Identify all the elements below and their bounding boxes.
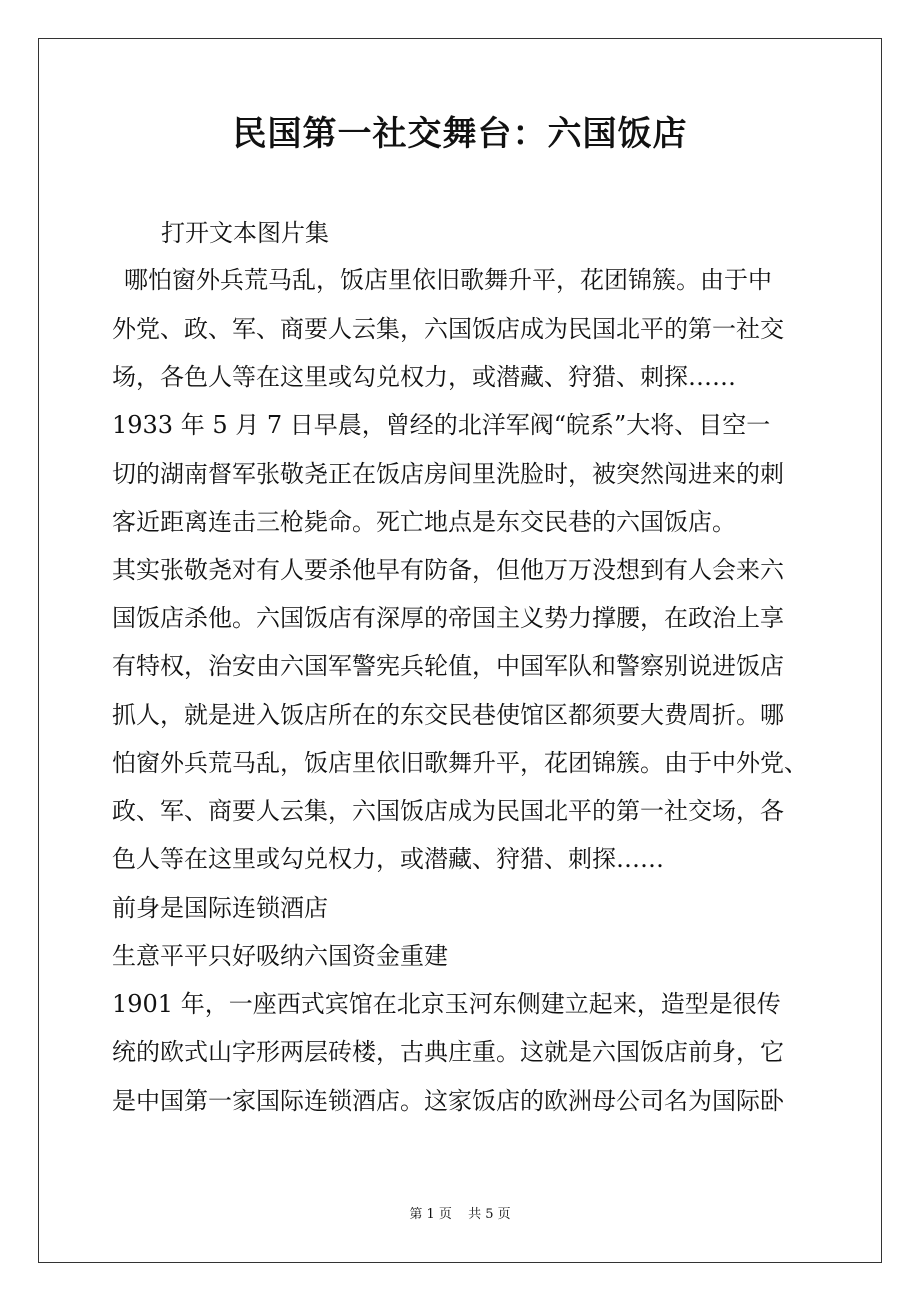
page-total: 共 5 页 bbox=[468, 1207, 511, 1222]
text-line: 有特权，治安由六国军警宪兵轮值，中国军队和警察别说进饭店 bbox=[112, 652, 784, 680]
text-line: 抓人，就是进入饭店所在的东交民巷使馆区都须要大费周折。哪 bbox=[112, 701, 784, 729]
text-line: 其实张敬尧对有人要杀他早有防备，但他万万没想到有人会来六 bbox=[112, 556, 784, 584]
text-line: 政、军、商要人云集，六国饭店成为民国北平的第一社交场，各 bbox=[112, 797, 784, 825]
text-line: 切的湖南督军张敬尧正在饭店房间里洗脸时，被突然闯进来的刺 bbox=[112, 460, 784, 488]
text-line: 怕窗外兵荒马乱，饭店里依旧歌舞升平，花团锦簇。由于中外党、 bbox=[112, 749, 808, 777]
document-title: 民国第一社交舞台：六国饭店 bbox=[232, 114, 688, 154]
text-line: 客近距离连击三枪毙命。死亡地点是东交民巷的六国饭店。 bbox=[112, 508, 736, 536]
text-line: 1933 年 5 月 7 日早晨，曾经的北洋军阀“皖系”大将、目空一 bbox=[112, 411, 771, 439]
text-line: 国饭店杀他。六国饭店有深厚的帝国主义势力撑腰，在政治上享 bbox=[112, 604, 784, 632]
text-line: 场，各色人等在这里或勾兑权力，或潜藏、狩猎、刺探…… bbox=[112, 363, 736, 391]
text-line: 统的欧式山字形两层砖楼，古典庄重。这就是六国饭店前身，它 bbox=[112, 1038, 784, 1066]
text-line: 外党、政、军、商要人云集，六国饭店成为民国北平的第一社交 bbox=[112, 315, 784, 343]
text-line: 打开文本图片集 bbox=[161, 219, 329, 247]
text-line: 是中国第一家国际连锁酒店。这家饭店的欧洲母公司名为国际卧 bbox=[112, 1087, 784, 1115]
text-line: 生意平平只好吸纳六国资金重建 bbox=[112, 942, 448, 970]
text-line: 前身是国际连锁酒店 bbox=[112, 894, 328, 922]
page-footer bbox=[0, 1206, 920, 1224]
text-line: 哪怕窗外兵荒马乱，饭店里依旧歌舞升平，花团锦簇。由于中 bbox=[124, 266, 772, 294]
text-line: 1901 年，一座西式宾馆在北京玉河东侧建立起来，造型是很传 bbox=[112, 990, 781, 1018]
text-line: 色人等在这里或勾兑权力，或潜藏、狩猎、刺探…… bbox=[112, 845, 664, 873]
page-number: 第 1 页 bbox=[409, 1207, 452, 1222]
